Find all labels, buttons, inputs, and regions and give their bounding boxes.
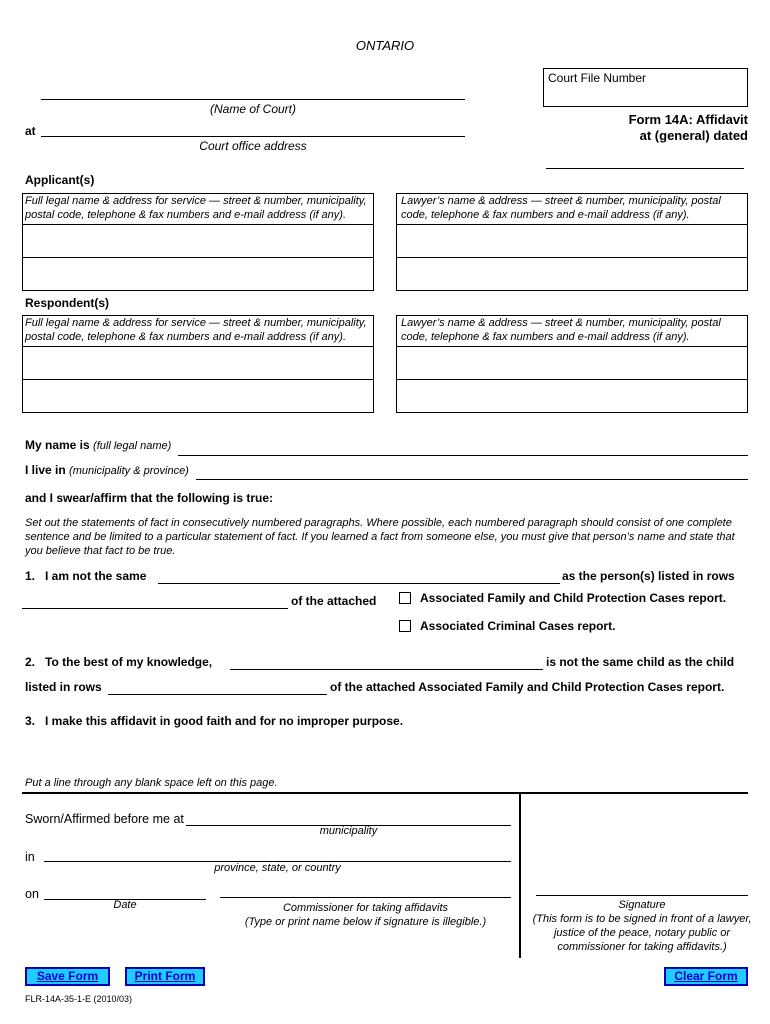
court-file-number-label: Court File Number xyxy=(548,71,647,85)
live-in-row xyxy=(25,463,189,477)
court-office-caption: Court office address xyxy=(199,139,307,153)
applicant-lawyer-box xyxy=(396,193,748,291)
instructions-text: Set out the statements of fact in consecutively numbered paragraphs. Where possible, each numbered paragraph should consist of one complete sentence and be limited to a particular statement of fact. If you learned a fact from someone else, you must give that person’s name and state that you believe that fact to be true. xyxy=(25,517,735,557)
court-office-address-field[interactable] xyxy=(41,136,465,137)
province-title: ONTARIO xyxy=(355,38,415,53)
print-form-button[interactable]: Print Form xyxy=(125,967,205,986)
clear-form-button[interactable]: Clear Form xyxy=(664,967,748,986)
save-form-button[interactable]: Save Form xyxy=(25,967,110,986)
paragraph-2-end: is not the same child as the child xyxy=(546,655,735,669)
paragraph-1-name-field[interactable] xyxy=(158,583,560,584)
applicants-heading: Applicant(s) xyxy=(25,173,95,187)
criminal-report-checkbox[interactable] xyxy=(399,620,411,632)
paragraph-1-attached: of the attached xyxy=(291,594,377,608)
form-title-line2: at (general) dated xyxy=(639,128,748,143)
blank-space-note: Put a line through any blank space left on this page. xyxy=(25,777,278,789)
respondent-party-label: Full legal name & address for service — street & number, municipality, postal code, telephone & fax numbers and e-mail address (if any). xyxy=(23,316,373,347)
live-in-hint: (municipality & province) xyxy=(69,465,189,477)
sworn-label: Sworn/Affirmed before me at xyxy=(25,812,184,826)
commissioner-caption xyxy=(220,901,511,929)
applicant-lawyer-label: Lawyer’s name & address — street & number, municipality, postal code, telephone & fax numbers and e-mail address (if any). xyxy=(397,194,747,225)
paragraph-2-attached: of the attached Associated Family and Child Protection Cases report. xyxy=(330,680,725,694)
section-divider xyxy=(22,792,748,794)
respondent-lawyer-box xyxy=(396,315,748,413)
full-legal-name-field[interactable] xyxy=(178,455,748,456)
my-name-row xyxy=(25,438,171,452)
family-report-checkbox[interactable] xyxy=(399,592,411,604)
in-label: in xyxy=(25,850,35,864)
signature-caption: Signature xyxy=(618,899,666,911)
respondent-party-field-1[interactable] xyxy=(23,347,373,380)
vertical-divider xyxy=(519,793,521,958)
court-name-caption: (Name of Court) xyxy=(209,102,297,116)
commissioner-line1: Commissioner for taking affidavits xyxy=(282,902,449,914)
paragraph-3: 3. I make this affidavit in good faith and for no improper purpose. xyxy=(25,714,404,728)
respondent-lawyer-field-1[interactable] xyxy=(397,347,747,380)
applicant-party-field-1[interactable] xyxy=(23,225,373,258)
commissioner-line2: (Type or print name below if signature is illegible.) xyxy=(244,916,487,928)
province-caption: province, state, or country xyxy=(214,862,341,874)
paragraph-2-rows-field[interactable] xyxy=(108,694,327,695)
signature-caption-block xyxy=(531,898,753,954)
form-code: FLR-14A-35-1-E (2010/03) xyxy=(25,994,133,1004)
signature-note: (This form is to be signed in front of a lawyer, justice of the peace, notary public or commissioner for taking affidavits.) xyxy=(532,913,752,953)
commissioner-field[interactable] xyxy=(220,897,511,898)
respondent-party-box xyxy=(22,315,374,413)
respondent-lawyer-field-2[interactable] xyxy=(397,380,747,412)
court-file-number-field[interactable] xyxy=(543,68,748,107)
swear-statement: and I swear/affirm that the following is true: xyxy=(25,491,274,505)
date-caption: Date xyxy=(113,899,137,911)
court-name-field[interactable] xyxy=(41,99,465,100)
my-name-label: My name is xyxy=(25,438,90,452)
respondents-heading: Respondent(s) xyxy=(25,296,109,310)
form-title xyxy=(629,112,748,144)
applicant-lawyer-field-2[interactable] xyxy=(397,258,747,290)
respondent-party-field-2[interactable] xyxy=(23,380,373,412)
municipality-province-field[interactable] xyxy=(196,479,748,480)
paragraph-2-child-field[interactable] xyxy=(230,669,543,670)
on-label: on xyxy=(25,887,39,901)
signature-field[interactable] xyxy=(536,895,748,896)
respondent-lawyer-label: Lawyer’s name & address — street & number, municipality, postal code, telephone & fax numbers and e-mail address (if any). xyxy=(397,316,747,347)
live-in-label: I live in xyxy=(25,463,66,477)
paragraph-2-rows-label: listed in rows xyxy=(25,680,102,694)
affidavit-date-field[interactable] xyxy=(546,168,744,169)
paragraph-1-end: as the person(s) listed in rows xyxy=(562,569,735,583)
form-title-line1: Form 14A: Affidavit xyxy=(628,112,748,127)
paragraph-1-rows-field[interactable] xyxy=(22,608,288,609)
municipality-caption: municipality xyxy=(319,825,378,837)
criminal-report-label: Associated Criminal Cases report. xyxy=(420,619,616,633)
applicant-party-box xyxy=(22,193,374,291)
applicant-party-label: Full legal name & address for service — street & number, municipality, postal code, telephone & fax numbers and e-mail address (if any). xyxy=(23,194,373,225)
paragraph-2-start: 2. To the best of my knowledge, xyxy=(25,655,213,669)
at-label: at xyxy=(25,124,36,138)
family-report-label: Associated Family and Child Protection Cases report. xyxy=(420,591,727,605)
my-name-hint: (full legal name) xyxy=(93,440,172,452)
applicant-lawyer-field-1[interactable] xyxy=(397,225,747,258)
applicant-party-field-2[interactable] xyxy=(23,258,373,290)
paragraph-1-start: 1. I am not the same xyxy=(25,569,147,583)
